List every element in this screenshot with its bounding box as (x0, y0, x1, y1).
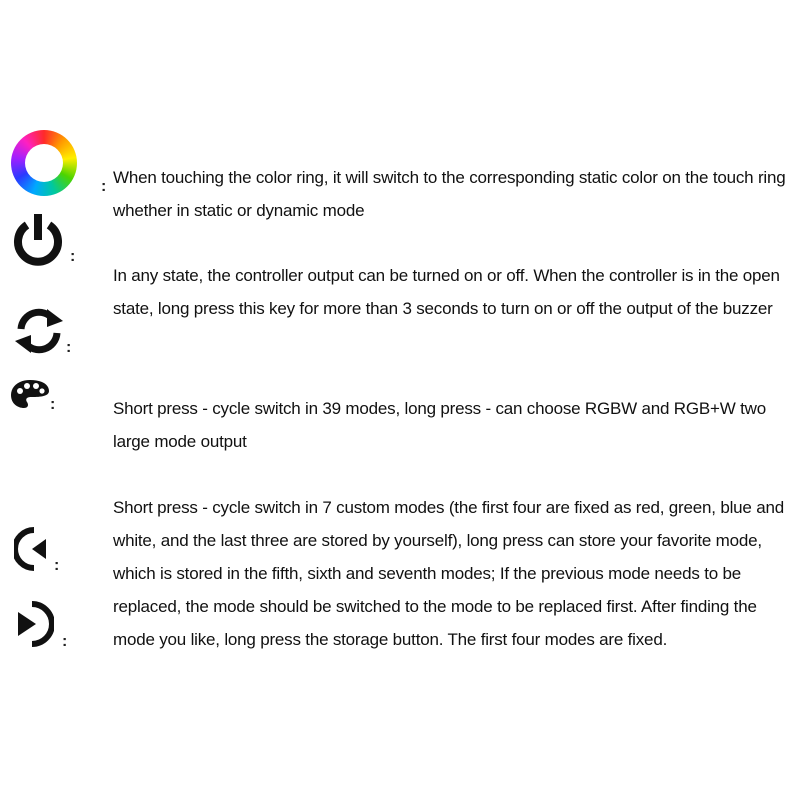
colon: : (66, 339, 72, 356)
colon: : (50, 396, 56, 413)
cycle-icon[interactable] (11, 305, 67, 357)
colon: : (101, 178, 107, 195)
previous-icon[interactable] (14, 527, 52, 571)
custom-modes-description: Short press - cycle switch in 7 custom modes (the first four are fixed as red, green, blue and white, and the last three are stored by yourself), long press can store your favorite mode, which is stored in the fifth, sixth and seventh modes; If the previous mode needs to be replaced, the mode should be switched to the mode to be replaced first. After finding the mode you like, long press the storage button. The first four modes are fixed. (113, 498, 784, 649)
palette-icon[interactable] (10, 378, 50, 410)
colon: : (62, 633, 68, 650)
power-description: In any state, the controller output can be turned on or off. When the controller is in the open state, long press this key for more than 3 seconds to turn on or off the output of the buzzer (113, 266, 780, 318)
colon: : (54, 557, 60, 574)
cycle-description: Short press - cycle switch in 39 modes, long press - can choose RGBW and RGB+W two large mode output (113, 399, 767, 451)
power-icon[interactable] (10, 208, 66, 268)
color-ring-icon[interactable] (11, 130, 77, 196)
next-icon[interactable] (14, 601, 54, 647)
color-ring-description: When touching the color ring, it will switch to the corresponding static color on the touch ring whether in static or dynamic mode (113, 168, 786, 220)
colon: : (70, 248, 76, 265)
